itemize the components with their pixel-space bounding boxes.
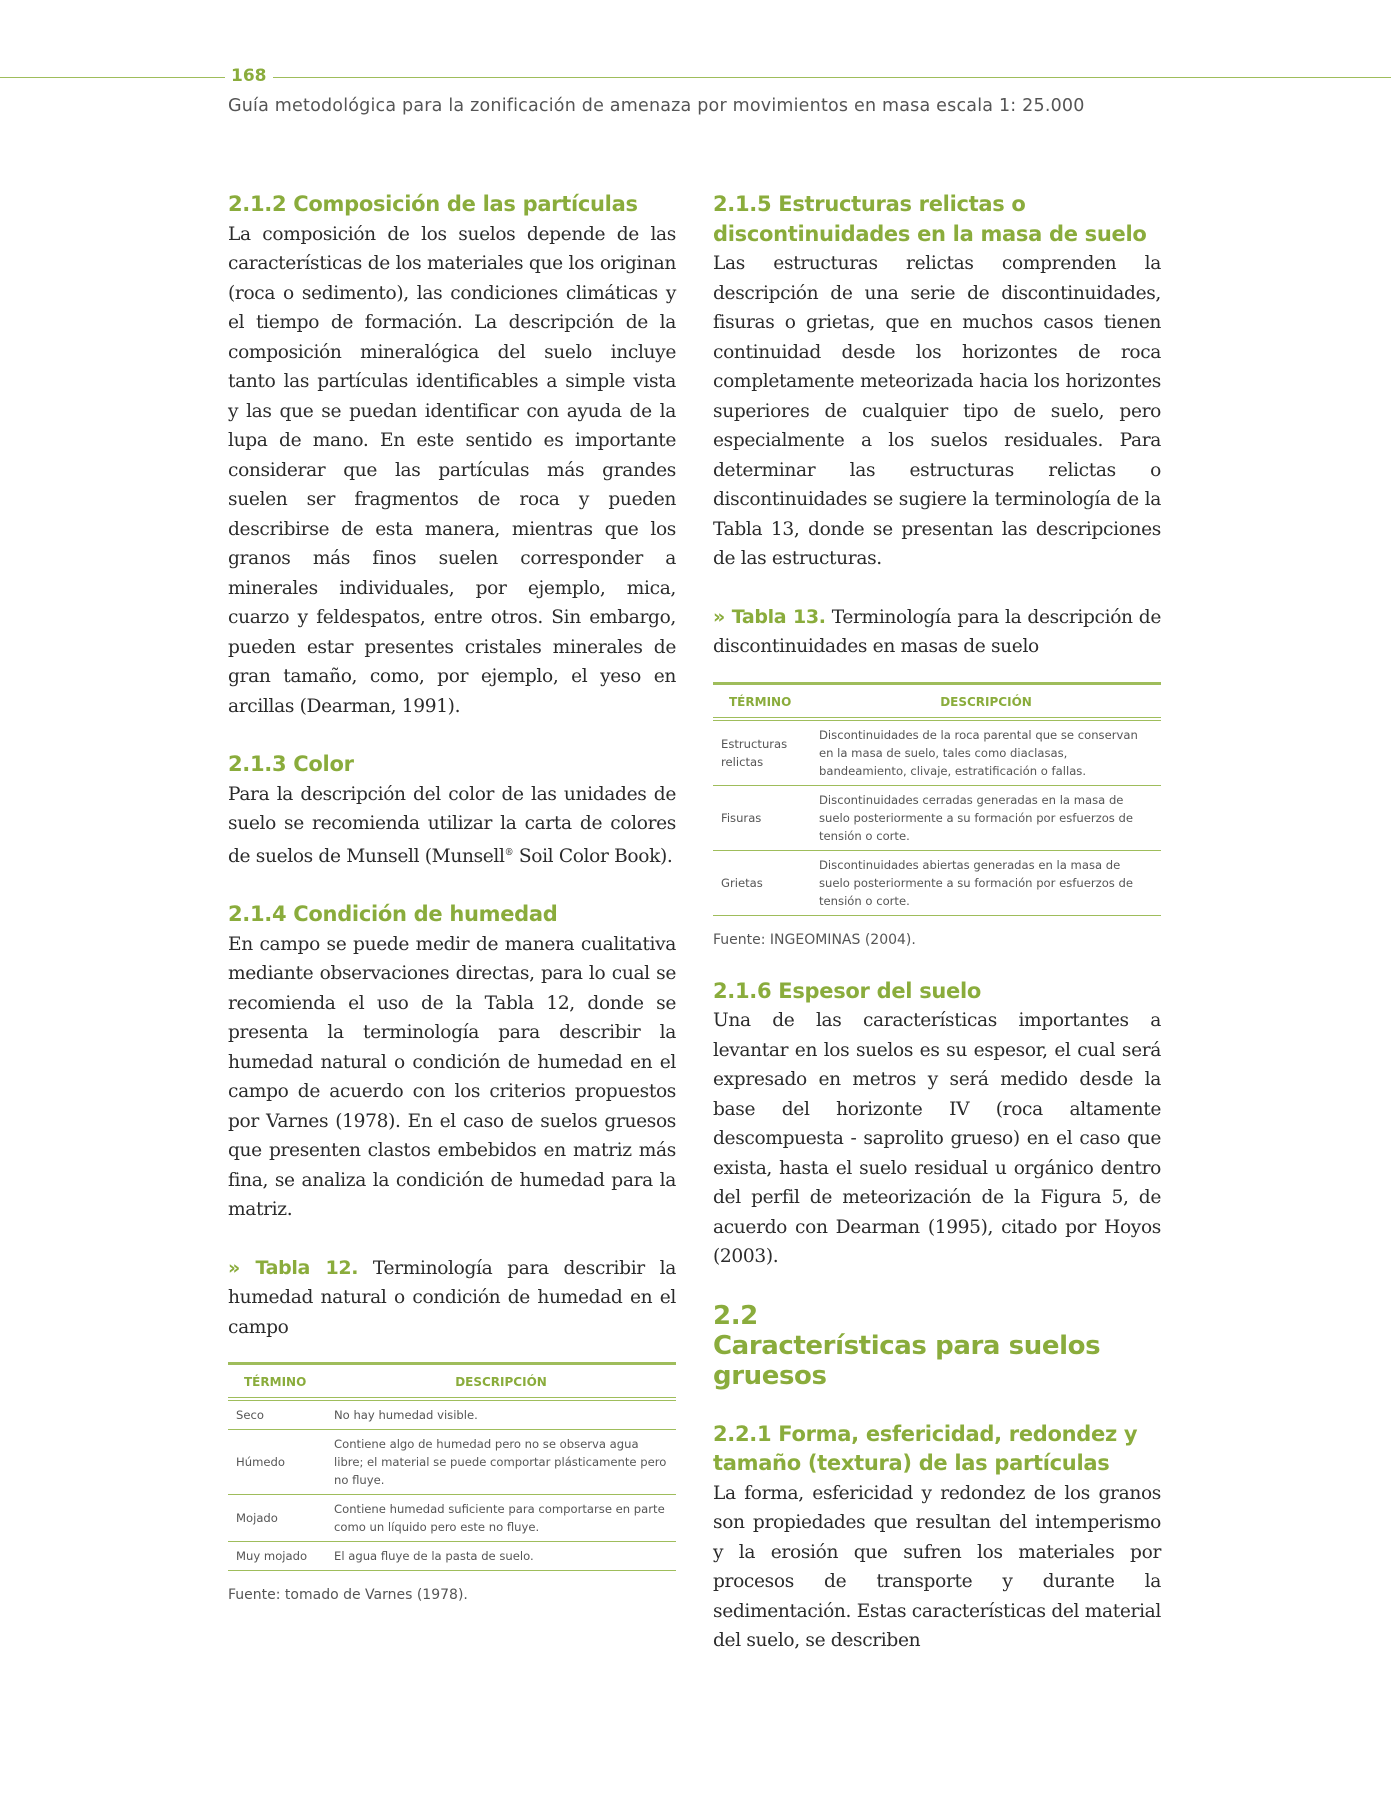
table-row [713, 719, 1161, 786]
section-2-1-3-title: 2.1.3 Color [228, 752, 354, 776]
section-2-1-5-title: 2.1.5 Estructuras relictas o discontinuidades en la masa de suelo [713, 192, 1147, 246]
table-cell-term: Mojado [228, 1495, 326, 1542]
table-12-caption: » Tabla 12. Terminología para describir la humedad natural o condición de humedad en el campo [228, 1256, 676, 1338]
section-2-2-title: Características para suelos gruesos [713, 1330, 1101, 1391]
section-2-1-2-title: 2.1.2 Composición de las partículas [228, 192, 638, 216]
section-2-2-1-text: La forma, esfericidad y redondez de los granos son propiedades que resultan del intemperismo y la erosión que sufren los materiales por procesos de transporte y durante la sedimentación. Estas características del material del suelo, se describen [713, 1482, 1161, 1651]
table-12-header-desc: DESCRIPCIÓN [326, 1364, 676, 1400]
header-rule [0, 77, 1391, 78]
table-13-header-desc: DESCRIPCIÓN [811, 683, 1161, 719]
table-cell-term: Húmedo [228, 1430, 326, 1495]
section-2-1-4-text: En campo se puede medir de manera cualitativa mediante observaciones directas, para lo cual se recomienda el uso de la Tabla 12, donde se presenta la terminología para describir la humedad natural o condición de humedad en el campo de acuerdo con los criterios propuestos por Varnes (1978). En el caso de suelos gruesos que presenten clastos embebidos en matriz más fina, se analiza la condición de humedad para la matriz. [228, 933, 676, 1221]
table-cell-term: Muy mojado [228, 1542, 326, 1571]
table-13-source: Fuente: INGEOMINAS (2004). [713, 931, 916, 948]
section-2-2-number: 2.2 [713, 1300, 758, 1331]
section-2-1-3-text: Para la descripción del color de las unidades de suelo se recomienda utilizar la carta de colores de suelos de Munsell (Munsell® Soil Color Book). [228, 783, 676, 867]
table-cell-desc: Contiene algo de humedad pero no se observa agua libre; el material se puede comportar plásticamente pero no fluye. [326, 1430, 676, 1495]
section-2-2-1-title: 2.2.1 Forma, esfericidad, redondez y tamaño (textura) de las partículas [713, 1421, 1138, 1475]
section-2-1-4-title: 2.1.4 Condición de humedad [228, 902, 558, 927]
table-row [228, 1542, 676, 1571]
table-cell-desc: Discontinuidades abiertas generadas en la masa de suelo posteriormente a su formación por esfuerzos de tensión o corte. [811, 850, 1161, 915]
section-2-1-6-title: 2.1.6 Espesor del suelo [713, 978, 982, 1003]
table-cell-desc: No hay humedad visible. [326, 1399, 676, 1430]
running-title: Guía metodológica para la zonificación de amenaza por movimientos en masa escala 1: 25.000 [228, 96, 1085, 116]
table-cell-desc: Contiene humedad suficiente para comportarse en parte como un líquido pero este no fluye. [326, 1495, 676, 1542]
table-row [713, 785, 1161, 850]
table-row [713, 850, 1161, 915]
table-row [228, 1495, 676, 1542]
table-cell-desc: El agua fluye de la pasta de suelo. [326, 1542, 676, 1571]
table-cell-desc: Discontinuidades cerradas generadas en la masa de suelo posteriormente a su formación por esfuerzos de tensión o corte. [811, 785, 1161, 850]
table-12-source: Fuente: tomado de Varnes (1978). [228, 1587, 468, 1604]
table-cell-term: Seco [228, 1399, 326, 1430]
table-13-caption: » Tabla 13. Terminología para la descripción de discontinuidades en masas de suelo [713, 605, 1161, 657]
section-2-1-2-text: La composición de los suelos depende de las características de los materiales que los originan (roca o sedimento), las condiciones climáticas y el tiempo de formación. La descripción de la composición mineralógica del suelo incluye tanto las partículas identificables a simple vista y las que se puedan identificar con ayuda de la lupa de mano. En este sentido es importante considerar que las partículas más grandes suelen ser fragmentos de roca y pueden describirse de esta manera, mientras que los granos más finos suelen corresponder a minerales individuales, por ejemplo, mica, cuarzo y feldespatos, entre otros. Sin embargo, pueden estar presentes cristales minerales de gran tamaño, como, por ejemplo, el yeso en arcillas (Dearman, 1991). [228, 223, 676, 717]
table-13 [713, 682, 1161, 916]
page-number: 168 [225, 66, 273, 86]
right-column [713, 190, 1161, 1656]
table-cell-term: Estructuras relictas [713, 719, 811, 786]
table-row [228, 1399, 676, 1430]
table-13-header-term: TÉRMINO [713, 683, 811, 719]
section-2-1-5-text: Las estructuras relictas comprenden la descripción de una serie de discontinuidades, fisuras o grietas, que en muchos casos tienen continuidad desde los horizontes de roca completamente meteorizada hacia los horizontes superiores de cualquier tipo de suelo, pero especialmente a los suelos residuales. Para determinar las estructuras relictas o discontinuidades se sugiere la terminología de la Tabla 13, donde se presentan las descripciones de las estructuras. [713, 253, 1161, 569]
section-2-1-6-text: Una de las características importantes a levantar en los suelos es su espesor, el cual será expresado en metros y será medido desde la base del horizonte IV (roca altamente descompuesta - saprolito grueso) en el caso que exista, hasta el suelo residual u orgánico dentro del perfil de meteorización de la Figura 5, de acuerdo con Dearman (1995), citado por Hoyos (2003). [713, 1010, 1161, 1267]
table-cell-term: Grietas [713, 850, 811, 915]
table-12-header-term: TÉRMINO [228, 1364, 326, 1400]
table-cell-desc: Discontinuidades de la roca parental que se conservan en la masa de suelo, tales como diaclasas, bandeamiento, clivaje, estratificación o fallas. [811, 719, 1161, 786]
table-row [228, 1430, 676, 1495]
left-column [228, 190, 676, 1603]
table-12 [228, 1362, 676, 1571]
table-cell-term: Fisuras [713, 785, 811, 850]
